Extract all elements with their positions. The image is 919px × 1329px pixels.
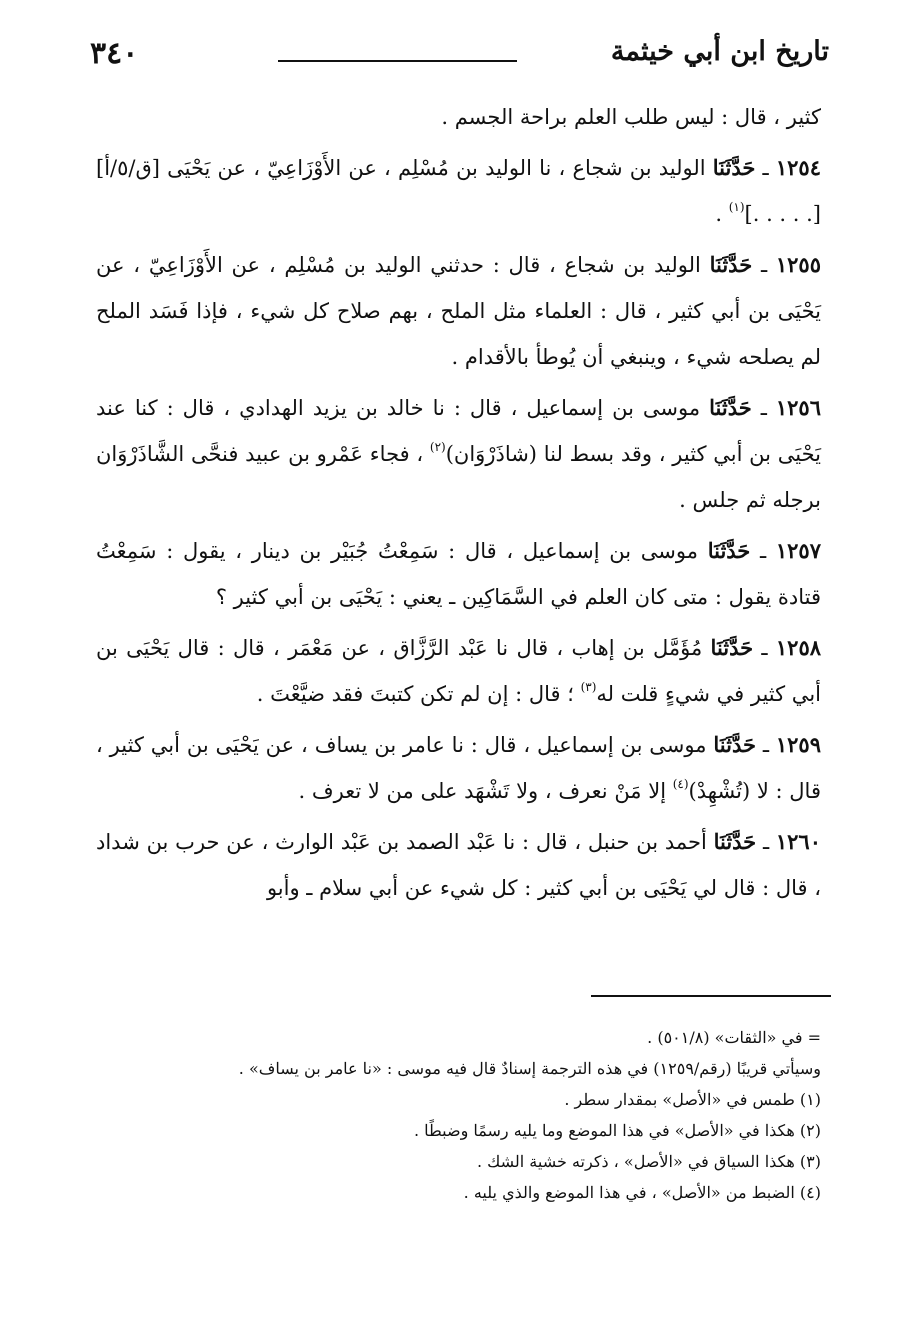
haddathana-word: حَدَّثَنَا [707, 538, 751, 563]
entry-separator: ـ [751, 396, 776, 420]
entry-number: ١٢٥٩ [775, 732, 821, 757]
footnote-1: (١) طمس في «الأصل» بمقدار سطر . [564, 1090, 821, 1109]
hadith-entry-1256 [96, 385, 821, 523]
entry-text-tail: إلا مَنْ نعرف ، ولا تَشْهَد على من لا تعرف . [298, 779, 673, 803]
entry-separator: ـ [750, 539, 776, 563]
page-header [90, 36, 829, 84]
entry-text: موسى بن إسماعيل ، قال : نا عامر بن يساف ، عن يَحْيَى بن أبي كثير ، قال : لا (تُشْهِدْ) [96, 733, 821, 803]
entry-text-tail: ؛ قال : إن لم تكن كتبتَ فقد ضيَّعْتَ . [256, 682, 581, 706]
entry-number: ١٢٦٠ [775, 829, 821, 854]
haddathana-word: حَدَّثَنَا [710, 635, 754, 660]
footnote-separator [591, 995, 831, 997]
entry-separator: ـ [756, 830, 776, 854]
footnotes [96, 1022, 821, 1208]
haddathana-word: حَدَّثَنَا [709, 252, 753, 277]
entry-number: ١٢٥٧ [775, 538, 821, 563]
hadith-entry-1257 [96, 528, 821, 620]
hadith-entry-1260 [96, 819, 821, 911]
footnote-continuation: = في «الثقات» (٥٠١/٨) . [647, 1028, 821, 1047]
entry-separator: ـ [755, 156, 776, 180]
entry-text: أحمد بن حنبل ، قال : نا عَبْد الصمد بن عَبْد الوارث ، عن حرب بن شداد ، قال : قال لي يَحْيَى بن أبي كثير : كل شيء عن أبي سلام ـ وأبو [96, 830, 821, 900]
entry-continuation [96, 94, 821, 140]
entry-number: ١٢٥٤ [775, 155, 821, 180]
hadith-entry-1258 [96, 625, 821, 717]
entry-text-tail: . [715, 202, 729, 226]
entry-number: ١٢٥٦ [775, 395, 821, 420]
entry-text: كثير ، قال : ليس طلب العلم براحة الجسم . [441, 105, 821, 129]
footnote-marker: (٣) [580, 680, 597, 694]
entry-text: موسى بن إسماعيل ، قال : سَمِعْتُ جُبَيْر بن دينار ، يقول : سَمِعْتُ قتادة يقول : متى كان العلم في السَّمَاكِين ـ يعني : يَحْيَى بن أبي كثير ؟ [96, 539, 821, 609]
footnote-marker: (١) [728, 200, 745, 214]
haddathana-word: حَدَّثَنَا [713, 732, 756, 757]
footnote-2: (٢) هكذا في «الأصل» في هذا الموضع وما يليه رسمًا وضبطًا . [414, 1121, 821, 1140]
header-rule [278, 60, 517, 62]
entry-text: موسى بن إسماعيل ، قال : نا خالد بن يزيد الهدادي ، قال : كنا عند يَحْيَى بن أبي كثير ، وقد بسط لنا (شاذَرْوَان) [96, 396, 821, 466]
entry-text: مُؤَمَّل بن إهاب ، قال نا عَبْد الرَّزَّاق ، عن مَعْمَر ، قال : قال يَحْيَى بن أبي كثير في شيءٍ قلت له [96, 636, 821, 706]
hadith-entry-1259 [96, 722, 821, 814]
hadith-entry-1255 [96, 242, 821, 380]
footnote-continuation: وسيأتي قريبًا (رقم/١٢٥٩) في هذه الترجمة إسنادٌ قال فيه موسى : «نا عامر بن يساف» . [238, 1059, 821, 1078]
page-number: ٣٤٠ [90, 36, 139, 71]
haddathana-word: حَدَّثَنَا [712, 155, 756, 180]
footnote-marker: (٢) [429, 440, 446, 454]
footnote-3: (٣) هكذا السياق في «الأصل» ، ذكرته خشية الشك . [476, 1152, 821, 1171]
entry-text: الوليد بن شجاع ، نا الوليد بن مُسْلِم ، عن الأَوْزَاعِيّ ، عن يَحْيَى [ق/٥/أ] [. . . . .] [96, 156, 821, 226]
running-title: تاريخ ابن أبي خيثمة [610, 36, 829, 67]
entry-number: ١٢٥٥ [775, 252, 821, 277]
entry-separator: ـ [752, 253, 776, 277]
haddathana-word: حَدَّثَنَا [713, 829, 757, 854]
entry-number: ١٢٥٨ [775, 635, 822, 660]
footnote-marker: (٤) [672, 777, 689, 791]
hadith-entry-1254 [96, 145, 821, 237]
entry-text: الوليد بن شجاع ، قال : حدثني الوليد بن مُسْلِم ، عن الأَوْزَاعِيّ ، عن يَحْيَى بن أبي كثير ، قال : العلماء مثل الملح ، بهم صلاح كل شيء ، فإذا فَسَد الملح لم يصلحه شيء ، وينبغي أن يُوطأ بالأقدام . [96, 253, 821, 369]
entry-separator: ـ [755, 733, 776, 757]
footnote-4: (٤) الضبط من «الأصل» ، في هذا الموضع والذي يليه . [463, 1183, 821, 1202]
main-text [96, 94, 821, 916]
entry-text-tail: ، فجاء عَمْرو بن عبيد فنحَّى الشَّاذَرْوَان برجله ثم جلس . [96, 442, 821, 512]
haddathana-word: حَدَّثَنَا [709, 395, 752, 420]
entry-separator: ـ [753, 636, 776, 660]
